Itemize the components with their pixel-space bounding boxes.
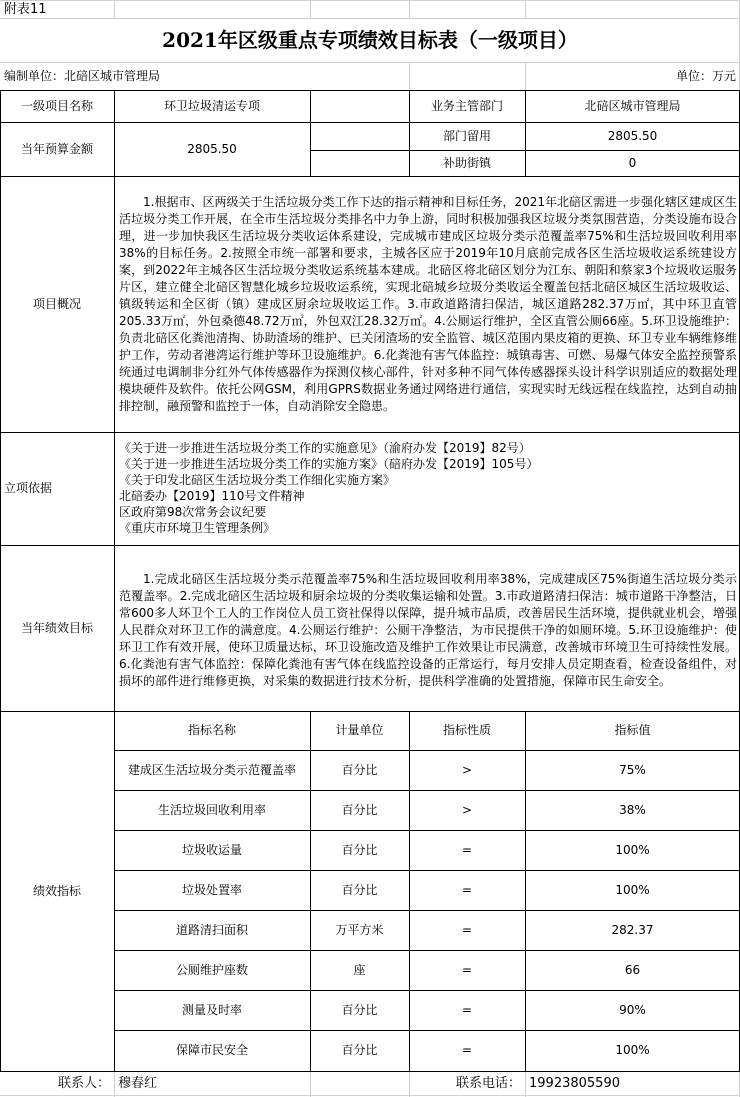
indicator-name: 垃圾收运量 xyxy=(181,842,242,857)
indicator-name: 垃圾处置率 xyxy=(181,882,242,897)
basis-item: 《关于进一步推进生活垃圾分类工作的实施意见》（渝府办发【2019】82号） xyxy=(119,441,531,455)
indicator-header-value: 指标值 xyxy=(614,723,651,737)
basis-label: 立项依据 xyxy=(4,481,53,495)
indicators-label: 绩效指标 xyxy=(32,883,81,898)
indicator-nature: = xyxy=(461,962,473,977)
indicator-name: 建成区生活垃圾分类示范覆盖率 xyxy=(127,762,296,777)
indicator-name: 保障市民安全 xyxy=(175,1043,248,1057)
indicator-unit: 百分比 xyxy=(341,1002,378,1017)
basis-item: 区政府第98次常务会议纪要 xyxy=(119,505,267,519)
basis-item: 北碚委办【2019】110号文件精神 xyxy=(119,489,305,503)
table-border xyxy=(310,90,311,176)
indicator-unit: 万平方米 xyxy=(335,922,384,937)
grid-line xyxy=(310,0,311,18)
compiler-unit: 编制单位：北碚区城市管理局 xyxy=(4,68,161,83)
grid-line xyxy=(409,0,410,18)
basis-item: 《关于印发北碚区生活垃圾分类工作细化实施方案》 xyxy=(119,473,396,487)
indicator-nature: = xyxy=(461,1043,473,1057)
indicator-value: 100% xyxy=(615,882,650,897)
currency-unit: 单位：万元 xyxy=(675,68,736,83)
overview-text xyxy=(115,194,739,415)
reserved-value: 2805.50 xyxy=(607,128,658,143)
project-name-label: 一级项目名称 xyxy=(20,98,93,113)
contact-phone-label: 联系电话： xyxy=(455,1075,521,1091)
basis-item: 《关于进一步推进生活垃圾分类工作的实施方案》（碚府办发【2019】105号） xyxy=(119,457,539,471)
indicator-unit: 座 xyxy=(353,962,366,977)
subsidy-value: 0 xyxy=(628,155,637,170)
indicator-name: 公厕维护座数 xyxy=(175,962,248,977)
contact-person: 穆春红 xyxy=(118,1075,158,1091)
indicator-unit: 百分比 xyxy=(341,802,378,817)
budget-label: 当年预算金额 xyxy=(20,141,93,156)
indicator-header-unit: 计量单位 xyxy=(335,723,384,737)
indicator-value: 100% xyxy=(615,842,650,857)
indicator-nature: = xyxy=(461,922,473,937)
indicator-unit: 百分比 xyxy=(341,1043,378,1057)
page-title: 2021年区级重点专项绩效目标表（一级项目） xyxy=(162,27,578,52)
overview-text-content: 1.根据市、区两级关于生活垃圾分类工作下达的指示精神和目标任务，2021年北碚区需进一步强化辖区建成区生活垃圾分类工作开展，在全市生活垃圾分类排名中力争上游，同时积极加强我区垃圾分类氛围营造，分类设施布设合理，进一步加快我区生活垃圾分类收运体系建设，完成城市建成区垃圾分类示范覆盖率75%和生活垃圾回收利用率38%的目标任务。2.按照全市统一部署和要求，主城各区应于2019年10月底前完成各区生活垃圾收运系统建设方案，到2022年主城各区生活垃圾分类收运系统基本建成。北碚区将北碚区划分为江东、朝阳和蔡家3个垃圾收运服务片区，建立健全北碚区智慧化城乡垃圾收运系统，实现北碚城乡垃圾分类收运全覆盖包括北碚区城区生活垃圾收运、镇级转运和全区街（镇）建成区厨余垃圾收运工作。3.市政道路清扫保洁，城区道路282.37万㎡，其中环卫直管205.33万㎡，外包桑德48.72万㎡，外包双江28.32万㎡。4.公厕运行维护，全区直管公厕66座。5.环卫设施维护：负责北碚区化粪池清掏、协助渣场的维护、已关闭渣场的安全监管、城区范围内果皮箱的更换、环卫专业车辆维修维护工作，劳动者港湾运行维护等环卫设施维护。6.化粪池有害气体监控：城镇毒害、可燃、易爆气体安全监控预警系统通过电调制非分红外气体传感器作为探测仪核心部件，针对多种不同气体传感器探头设计科学识别适应的数据处理模块硬件及软件。依托公网GSM，利用GPRS数据业务通过网络进行通信，实现实时无线远程在线监控，达到自动抽排控制，融预警和监控于一体，自动消除安全隐患。 xyxy=(119,195,737,413)
grid-line xyxy=(525,0,526,18)
indicator-name: 生活垃圾回收利用率 xyxy=(157,802,266,817)
project-name-value: 环卫垃圾清运专项 xyxy=(163,98,260,113)
subsidy-label: 补助街镇 xyxy=(442,155,491,170)
indicator-nature: = xyxy=(461,842,473,857)
sheet-label: 附表11 xyxy=(4,1,47,17)
indicator-value: 100% xyxy=(615,1043,650,1057)
indicator-value: 38% xyxy=(619,802,646,817)
indicator-unit: 百分比 xyxy=(341,842,378,857)
reserved-label: 部门留用 xyxy=(442,128,491,143)
indicator-name: 测量及时率 xyxy=(181,1002,242,1017)
budget-total: 2805.50 xyxy=(187,141,237,156)
indicator-value: 75% xyxy=(619,762,646,777)
indicator-unit: 百分比 xyxy=(341,762,378,777)
indicator-nature: > xyxy=(461,762,473,777)
dept-value: 北碚区城市管理局 xyxy=(584,98,681,113)
indicator-name: 道路清扫面积 xyxy=(175,922,248,937)
indicator-value: 282.37 xyxy=(611,922,654,937)
dept-label: 业务主管部门 xyxy=(430,98,503,113)
indicator-header-nature: 指标性质 xyxy=(442,723,491,737)
contact-person-label: 联系人： xyxy=(57,1075,110,1091)
indicator-nature: > xyxy=(461,802,473,817)
basis-list xyxy=(115,440,739,536)
goals-text-content: 1.完成北碚区生活垃圾分类示范覆盖率75%和生活垃圾回收利用率38%，完成建成区75%街道生活垃圾分类示范覆盖率。2.完成北碚区生活垃圾和厨余垃圾的分类收集运输和处置。3.市政道路清扫保洁：城市道路干净整洁，日常600多人环卫个工人的工作岗位人员工资社保得以保障，提升城市品质，改善居民生活环境，提供就业机会，增强人民群众对环卫工作的满意度。4.公厕运行维护：公厕干净整洁，为市民提供干净的如厕环境。5.环卫设施维护：使环卫工作有效开展，使环卫质量达标，环卫设施改造及维护工作效果让市民满意，改善城市环境卫生可持续性发展。6.化粪池有害气体监控：保障化粪池有害气体在线监控设备的正常运行，每月安排人员定期查看，检查设备组件，对损坏的部件进行维修更换，对采集的数据进行技术分析，提供科学准确的处置措施，保障市民生命安全。 xyxy=(119,572,737,688)
grid-line xyxy=(409,62,410,90)
indicator-nature: = xyxy=(461,1002,473,1017)
indicator-value: 66 xyxy=(624,962,641,977)
goals-label: 当年绩效目标 xyxy=(20,620,93,635)
indicator-value: 90% xyxy=(619,1002,646,1017)
indicator-nature: = xyxy=(461,882,473,897)
grid-line xyxy=(114,0,115,18)
grid-line xyxy=(310,1071,311,1097)
basis-item: 《重庆市环境卫生管理条例》 xyxy=(119,521,276,535)
contact-phone: 19923805590 xyxy=(529,1075,620,1091)
goals-text xyxy=(115,571,739,690)
overview-label: 项目概况 xyxy=(32,296,81,311)
indicator-unit: 百分比 xyxy=(341,882,378,897)
indicator-header-name: 指标名称 xyxy=(187,723,236,737)
grid-line xyxy=(0,1095,740,1096)
